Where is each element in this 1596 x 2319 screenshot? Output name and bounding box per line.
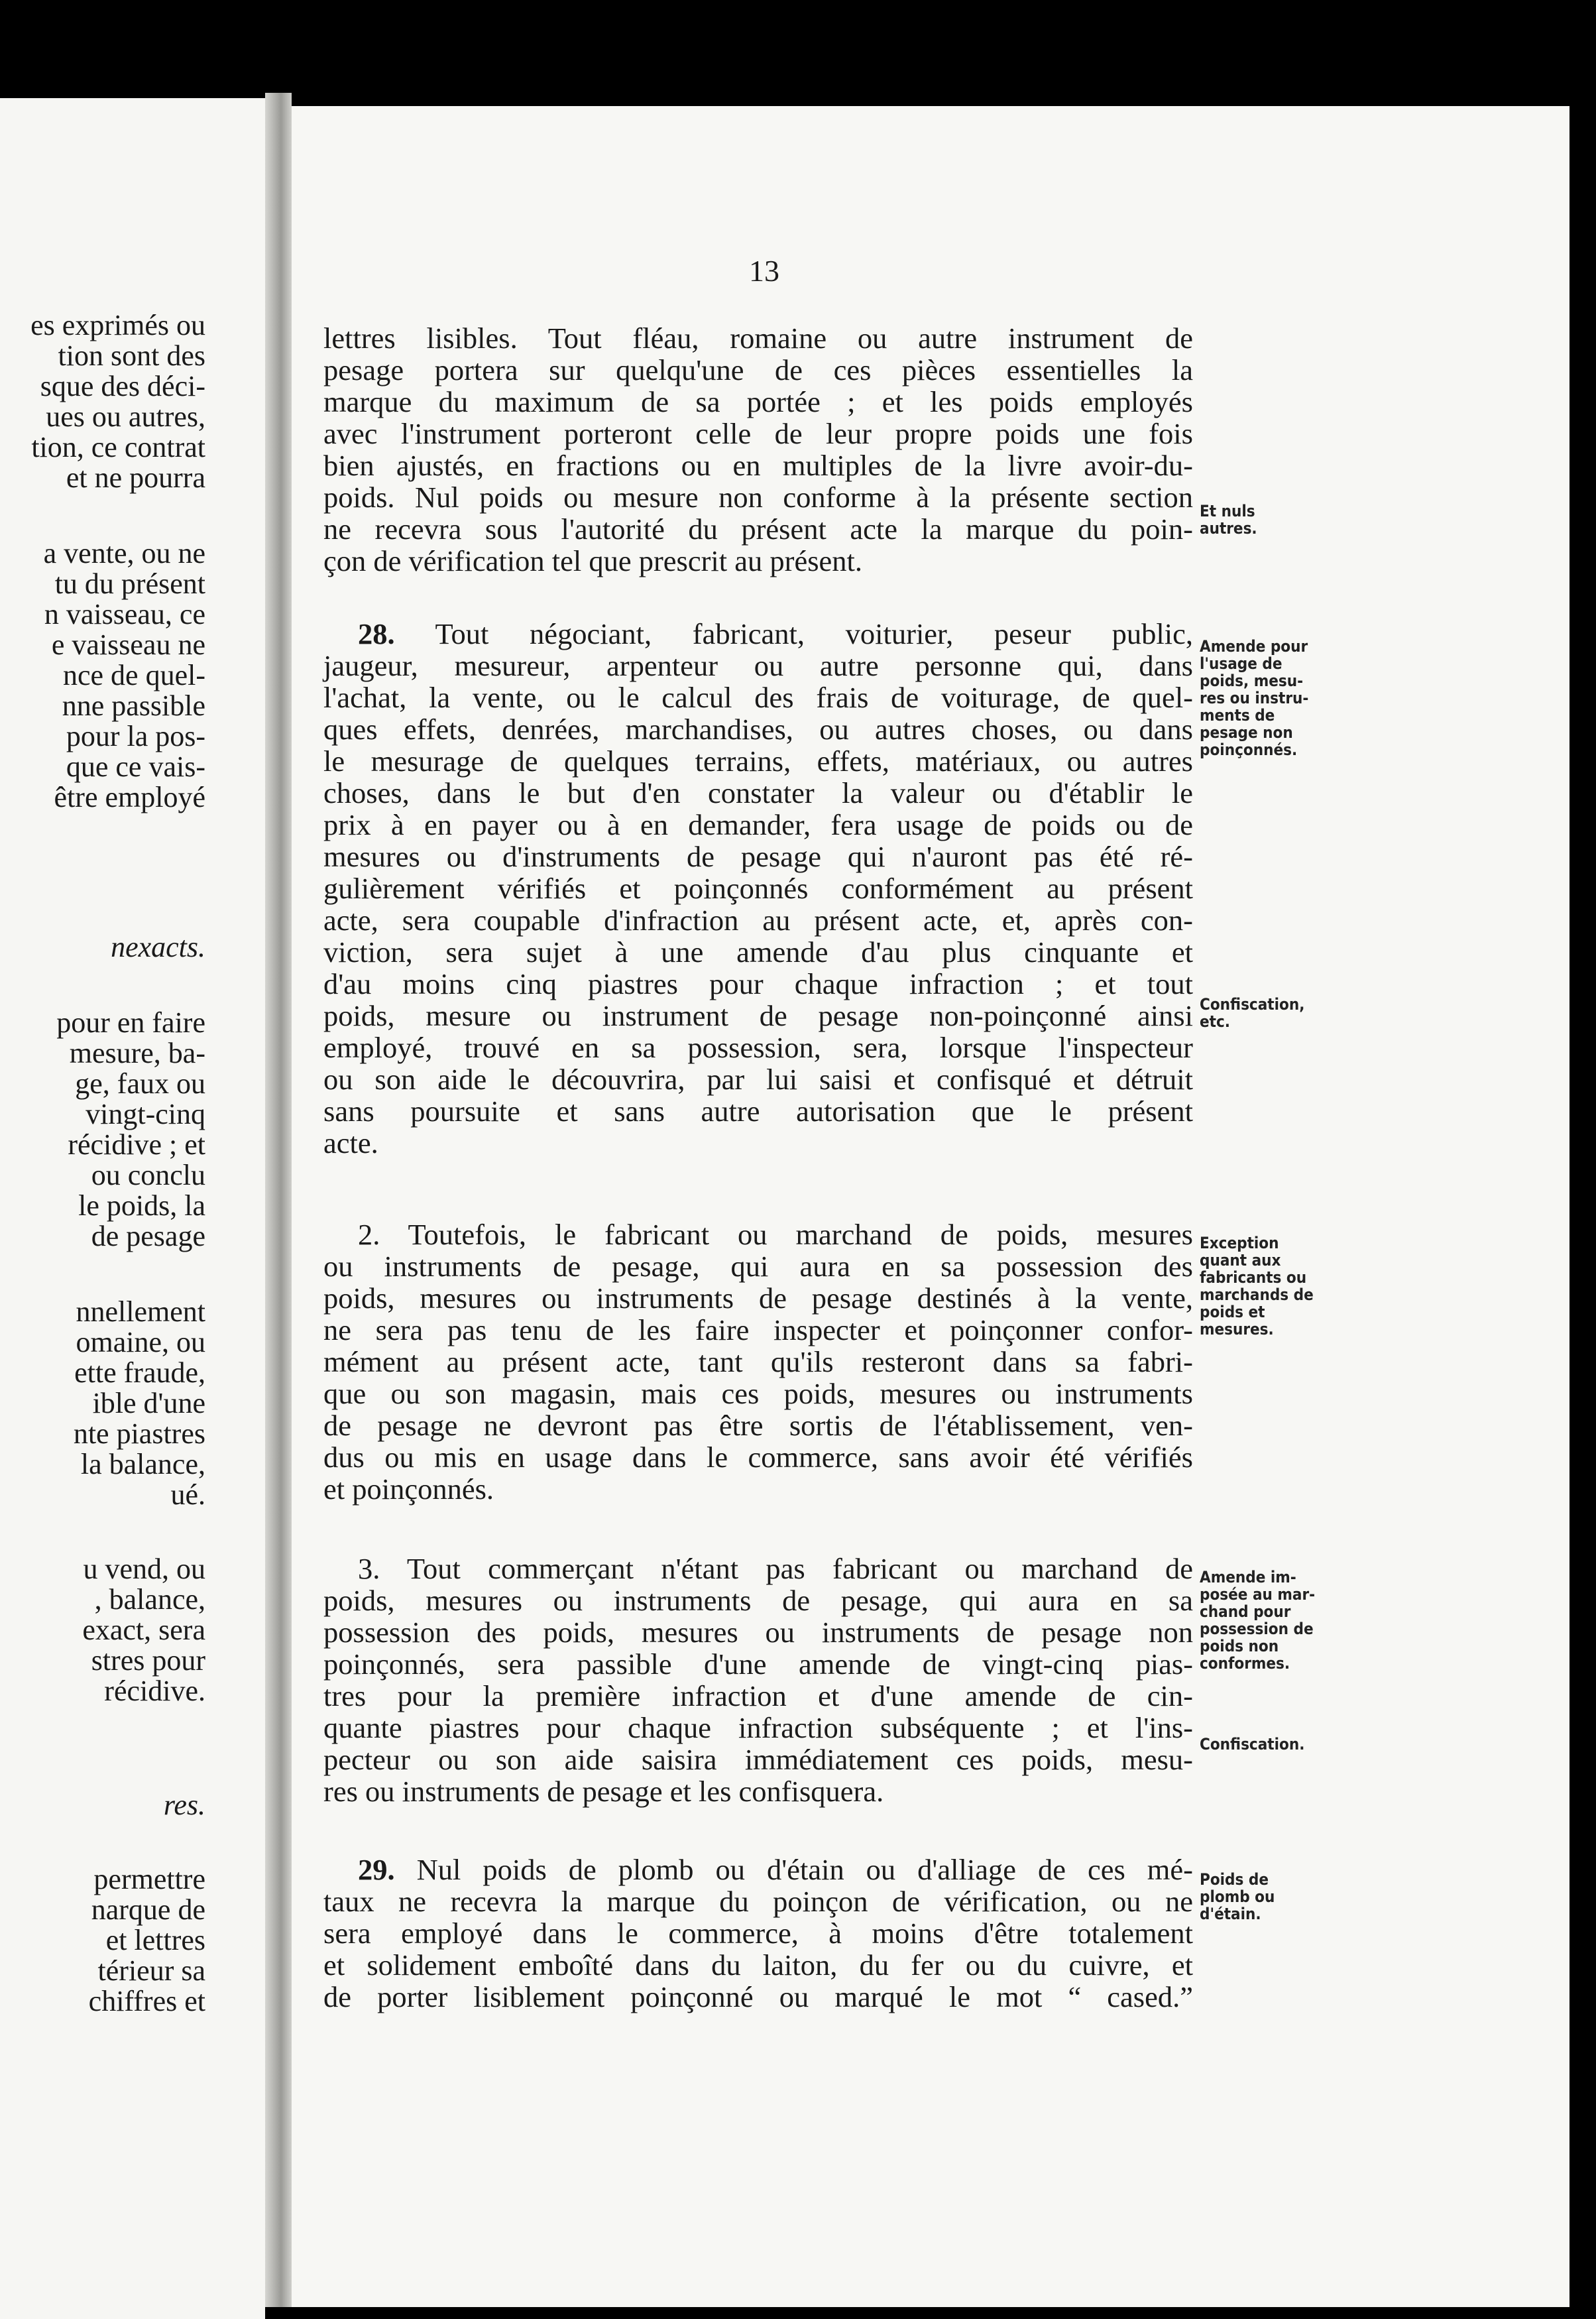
prev-page-line: chiffres et xyxy=(88,1985,205,2017)
body-line: le mesurage de quelques terrains, effets, matériaux, ou autres xyxy=(323,744,1193,778)
prev-page-line: ou conclu xyxy=(91,1159,205,1191)
margin-note-line: autres. xyxy=(1200,519,1257,538)
body-line: ou instruments de pesage, qui aura en sa possession des xyxy=(323,1250,1193,1283)
body-line: acte, sera coupable d'infraction au présent acte, et, après con- xyxy=(323,904,1193,937)
margin-note-et-nuls xyxy=(1200,503,1339,537)
prev-page-line: ge, faux ou xyxy=(75,1067,205,1100)
body-line: bien ajustés, en fractions ou en multiples de la livre avoir-du- xyxy=(323,449,1193,482)
body-line: mesures ou d'instruments de pesage qui n'auront pas été ré- xyxy=(323,840,1193,873)
margin-note-line: poids, mesu- xyxy=(1200,672,1304,690)
prev-page-line: , balance, xyxy=(94,1583,205,1616)
prev-page-line: vingt-cinq xyxy=(86,1098,205,1130)
margin-note-poids-de-plomb xyxy=(1200,1871,1339,1923)
subsection-3-first-line: 3. Tout commerçant n'étant pas fabricant ou marchand de xyxy=(358,1552,1193,1585)
prev-page-line: récidive. xyxy=(104,1675,205,1707)
margin-note-line: ments de xyxy=(1200,706,1275,725)
prev-page-line: ues ou autres, xyxy=(46,400,205,433)
body-line: poids, mesures ou instruments de pesage destinés à la vente, xyxy=(323,1281,1193,1315)
body-line: ques effets, denrées, marchandises, ou autres choses, ou dans xyxy=(323,713,1193,746)
body-line: taux ne recevra la marque du poinçon de vérification, ou ne xyxy=(323,1885,1193,1918)
margin-note-line: plomb ou xyxy=(1200,1887,1275,1906)
body-line: viction, sera sujet à une amende d'au plus cinquante et xyxy=(323,935,1193,969)
prev-page-line: nexacts. xyxy=(111,931,205,963)
margin-note-line: conformes. xyxy=(1200,1654,1290,1673)
margin-note-line: quant aux xyxy=(1200,1251,1281,1270)
body-line: prix à en payer ou à en demander, fera usage de poids ou de xyxy=(323,808,1193,841)
section-28-first-line: 28. Tout négociant, fabricant, voiturier, peseur public, xyxy=(358,617,1193,650)
prev-page-line: e vaisseau ne xyxy=(51,628,205,661)
body-line: poids, mesure ou instrument de pesage non-poinçonné ainsi xyxy=(323,999,1193,1032)
margin-note-line: Poids de xyxy=(1200,1870,1269,1889)
body-line: poids. Nul poids ou mesure non conforme à la présente section xyxy=(323,481,1193,514)
prev-page-line: u vend, ou xyxy=(83,1553,205,1585)
margin-note-line: Amende pour xyxy=(1200,637,1308,656)
body-line: avec l'instrument porteront celle de leur propre poids une fois xyxy=(323,417,1193,450)
margin-note-line: fabricants ou xyxy=(1200,1268,1307,1287)
prev-page-line: et lettres xyxy=(105,1924,205,1956)
prev-page-line: tion sont des xyxy=(58,339,205,372)
margin-note-line: pesage non xyxy=(1200,723,1293,742)
prev-page-line: omaine, ou xyxy=(76,1326,205,1358)
prev-page-line: nce de quel- xyxy=(63,659,205,691)
prev-page-line: n vaisseau, ce xyxy=(44,598,205,630)
body-line: et solidement emboîté dans du laiton, du fer ou du cuivre, et xyxy=(323,1948,1193,1982)
margin-note-confiscation xyxy=(1200,1736,1339,1753)
body-line: lettres lisibles. Tout fléau, romaine ou autre instrument de xyxy=(323,322,1193,355)
margin-note-line: poids et xyxy=(1200,1303,1265,1321)
prev-page-line: et ne pourra xyxy=(66,461,205,494)
prev-page-line: es exprimés ou xyxy=(30,309,205,341)
prev-page-line: ible d'une xyxy=(92,1387,205,1419)
body-line: poinçonnés, sera passible d'une amende de vingt-cinq pias- xyxy=(323,1647,1193,1681)
body-line: que ou son magasin, mais ces poids, mesures ou instruments xyxy=(323,1377,1193,1410)
prev-page-line: térieur sa xyxy=(97,1954,205,1987)
body-line: tres pour la première infraction et d'une amende de cin- xyxy=(323,1679,1193,1712)
margin-note-line: res ou instru- xyxy=(1200,689,1309,707)
book-gutter xyxy=(265,93,292,2307)
margin-note-exception xyxy=(1200,1234,1339,1338)
margin-note-line: marchands de xyxy=(1200,1285,1314,1304)
section-29-first-line: 29. Nul poids de plomb ou d'étain ou d'alliage de ces mé- xyxy=(358,1853,1193,1886)
subsection-2-first-line: 2. Toutefois, le fabricant ou marchand de poids, mesures xyxy=(358,1218,1193,1251)
prev-page-line: sque des déci- xyxy=(40,370,205,402)
body-line: d'au moins cinq piastres pour chaque infraction ; et tout xyxy=(323,967,1193,1000)
prev-page-line: tu du présent xyxy=(54,567,205,600)
body-line: dus ou mis en usage dans le commerce, sans avoir été vérifiés xyxy=(323,1441,1193,1474)
body-line: ne sera pas tenu de les faire inspecter et poinçonner confor- xyxy=(323,1313,1193,1346)
body-line: çon de vérification tel que prescrit au présent. xyxy=(323,544,863,577)
body-line: jaugeur, mesureur, arpenteur ou autre personne qui, dans xyxy=(323,649,1193,682)
prev-page-line: être employé xyxy=(54,781,205,813)
prev-page-line: que ce vais- xyxy=(66,750,205,783)
margin-note-line: poinçonnés. xyxy=(1200,741,1298,759)
prev-page-line: permettre xyxy=(93,1863,205,1895)
body-line: et poinçonnés. xyxy=(323,1472,494,1506)
margin-note-amende-imposee xyxy=(1200,1569,1339,1672)
previous-page xyxy=(0,98,265,2319)
body-line: marque du maximum de sa portée ; et les poids employés xyxy=(323,385,1193,418)
margin-note-line: etc. xyxy=(1200,1012,1230,1031)
prev-page-line: res. xyxy=(163,1789,205,1821)
prev-page-line: mesure, ba- xyxy=(69,1037,205,1069)
margin-note-amende-usage xyxy=(1200,638,1339,758)
prev-page-line: stres pour xyxy=(91,1644,205,1677)
body-line: poids, mesures ou instruments de pesage, qui aura en sa xyxy=(323,1584,1193,1617)
body-line: acte. xyxy=(323,1126,378,1160)
page-number: 13 xyxy=(749,254,779,288)
prev-page-line: narque de xyxy=(91,1893,205,1926)
body-line: mément au présent acte, tant qu'ils resteront dans sa fabri- xyxy=(323,1345,1193,1378)
prev-page-line: exact, sera xyxy=(82,1614,205,1646)
body-line: de pesage ne devront pas être sortis de l'établissement, ven- xyxy=(323,1409,1193,1442)
margin-note-line: Confiscation, xyxy=(1200,995,1305,1014)
margin-note-line: Confiscation. xyxy=(1200,1735,1305,1754)
prev-page-line: la balance, xyxy=(80,1448,205,1480)
margin-note-line: l'usage de xyxy=(1200,654,1282,673)
prev-page-line: a vente, ou ne xyxy=(43,537,205,569)
prev-page-line: nne passible xyxy=(62,689,205,722)
prev-page-line: tion, ce contrat xyxy=(31,431,205,463)
body-line: pesage portera sur quelqu'une de ces pièces essentielles la xyxy=(323,353,1193,386)
margin-note-line: Et nuls xyxy=(1200,502,1255,520)
prev-page-line: récidive ; et xyxy=(68,1128,205,1161)
prev-page-line: nte piastres xyxy=(73,1417,205,1450)
body-line: gulièrement vérifiés et poinçonnés conformément au présent xyxy=(323,872,1193,905)
body-line: sera employé dans le commerce, à moins d'être totalement xyxy=(323,1917,1193,1950)
prev-page-line: ette fraude, xyxy=(74,1356,205,1389)
prev-page-line: de pesage xyxy=(91,1220,205,1252)
margin-note-line: chand pour xyxy=(1200,1602,1291,1621)
body-line: ou son aide le découvrira, par lui saisi et confisqué et détruit xyxy=(323,1063,1193,1096)
margin-note-line: possession de xyxy=(1200,1620,1314,1638)
prev-page-line: nnellement xyxy=(76,1295,205,1328)
margin-note-line: mesures. xyxy=(1200,1320,1274,1338)
body-line: sans poursuite et sans autre autorisation que le présent xyxy=(323,1095,1193,1128)
body-line: pecteur ou son aide saisira immédiatement ces poids, mesu- xyxy=(323,1743,1193,1776)
prev-page-line: ué. xyxy=(170,1478,205,1511)
body-line: possession des poids, mesures ou instruments de pesage non xyxy=(323,1616,1193,1649)
prev-page-line: le poids, la xyxy=(78,1189,205,1222)
body-line: quante piastres pour chaque infraction subséquente ; et l'ins- xyxy=(323,1711,1193,1744)
body-line: ne recevra sous l'autorité du présent acte la marque du poin- xyxy=(323,512,1193,546)
body-line: employé, trouvé en sa possession, sera, lorsque l'inspecteur xyxy=(323,1031,1193,1064)
body-line: res ou instruments de pesage et les confisquera. xyxy=(323,1775,884,1808)
body-line: choses, dans le but d'en constater la valeur ou d'établir le xyxy=(323,776,1193,809)
margin-note-line: d'étain. xyxy=(1200,1905,1261,1923)
body-line: de porter lisiblement poinçonné ou marqué le mot “ cased.” xyxy=(323,1980,1193,2013)
margin-note-line: Exception xyxy=(1200,1234,1279,1252)
margin-note-line: Amende im- xyxy=(1200,1568,1296,1586)
margin-note-confiscation-etc xyxy=(1200,996,1339,1030)
prev-page-line: pour en faire xyxy=(56,1006,205,1039)
margin-note-line: posée au mar- xyxy=(1200,1585,1316,1604)
body-line: l'achat, la vente, ou le calcul des frais de voiturage, de quel- xyxy=(323,681,1193,714)
prev-page-line: pour la pos- xyxy=(66,720,205,752)
margin-note-line: poids non xyxy=(1200,1637,1279,1655)
